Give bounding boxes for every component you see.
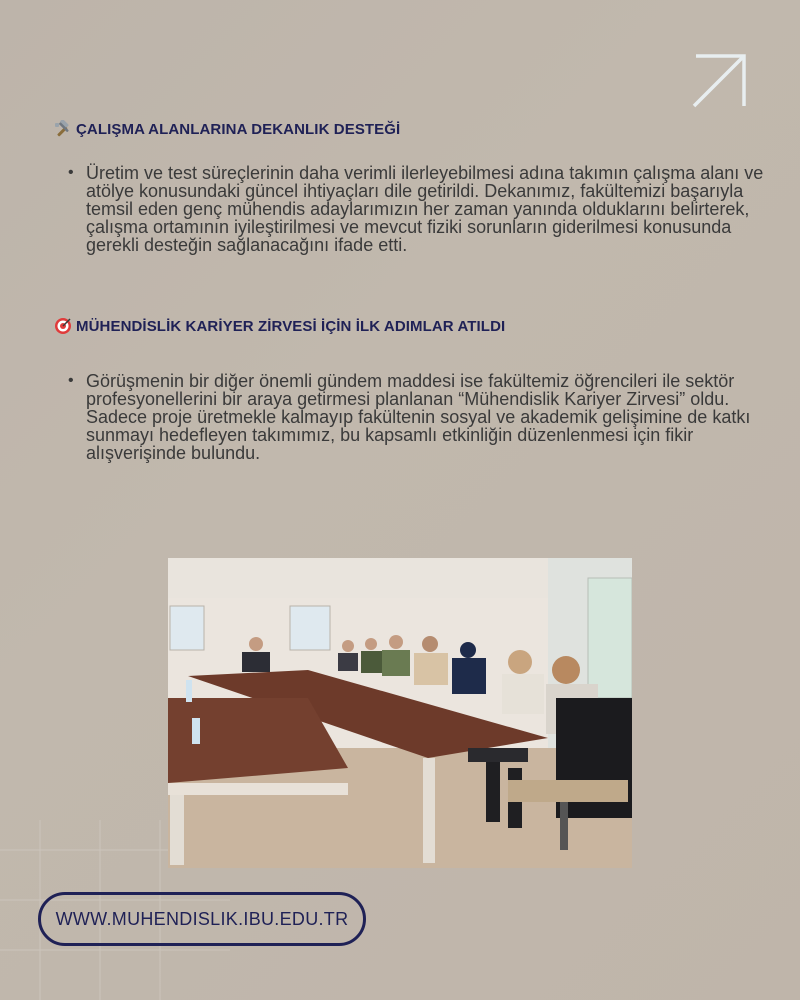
website-url-text: WWW.MUHENDISLIK.IBU.EDU.TR: [55, 908, 349, 929]
meeting-photo: [168, 558, 632, 868]
website-url-link[interactable]: [38, 892, 366, 946]
section-title-kariyer: [54, 317, 505, 335]
section-title-text: ÇALIŞMA ALANLARINA DEKANLIK DESTEĞİ: [76, 120, 401, 138]
bullet-dot: •: [68, 164, 74, 181]
bullet-item: [68, 372, 768, 462]
section-title-text: MÜHENDİSLİK KARİYER ZİRVESİ İÇİN İLK ADIMLAR ATILDI: [76, 317, 506, 335]
bullet-dot: •: [68, 372, 74, 389]
bullet-text: Üretim ve test süreçlerinin daha verimli ilerleyebilmesi adına takımın çalışma alanı ve atölye konusundaki güncel ihtiyaçları dile getirildi. Dekanımız, fakültemizi başarıyla temsil eden genç mühendis adaylarımızın her zaman yanında olduklarını belirterek, çalışma ortamının iyileştirilmesi ve mevcut fiziki sorunların giderilmesi konusunda gerekli desteğin sağlanacağını ifade etti.: [86, 163, 764, 255]
meeting-photo-illustration: [168, 558, 632, 868]
bullet-item: [68, 164, 768, 254]
section-title-dekanlik: [54, 120, 400, 138]
arrow-up-right-icon: [690, 52, 748, 110]
target-icon: [54, 317, 72, 335]
bullet-text: Görüşmenin bir diğer önemli gündem maddesi ise fakültemiz öğrencileri ile sektör profesyonellerini bir araya getirmesi planlanan “Mühendislik Kariyer Zirvesi” oldu. Sadece proje üretmekle kalmayıp fakültenin sosyal ve akademik gelişimine de katkı sunmayı hedefleyen takımımız, bu kapsamlı etkinliğin düzenlenmesi için fikir alışverişinde bulundu.: [86, 371, 751, 463]
tools-icon: [54, 120, 72, 138]
